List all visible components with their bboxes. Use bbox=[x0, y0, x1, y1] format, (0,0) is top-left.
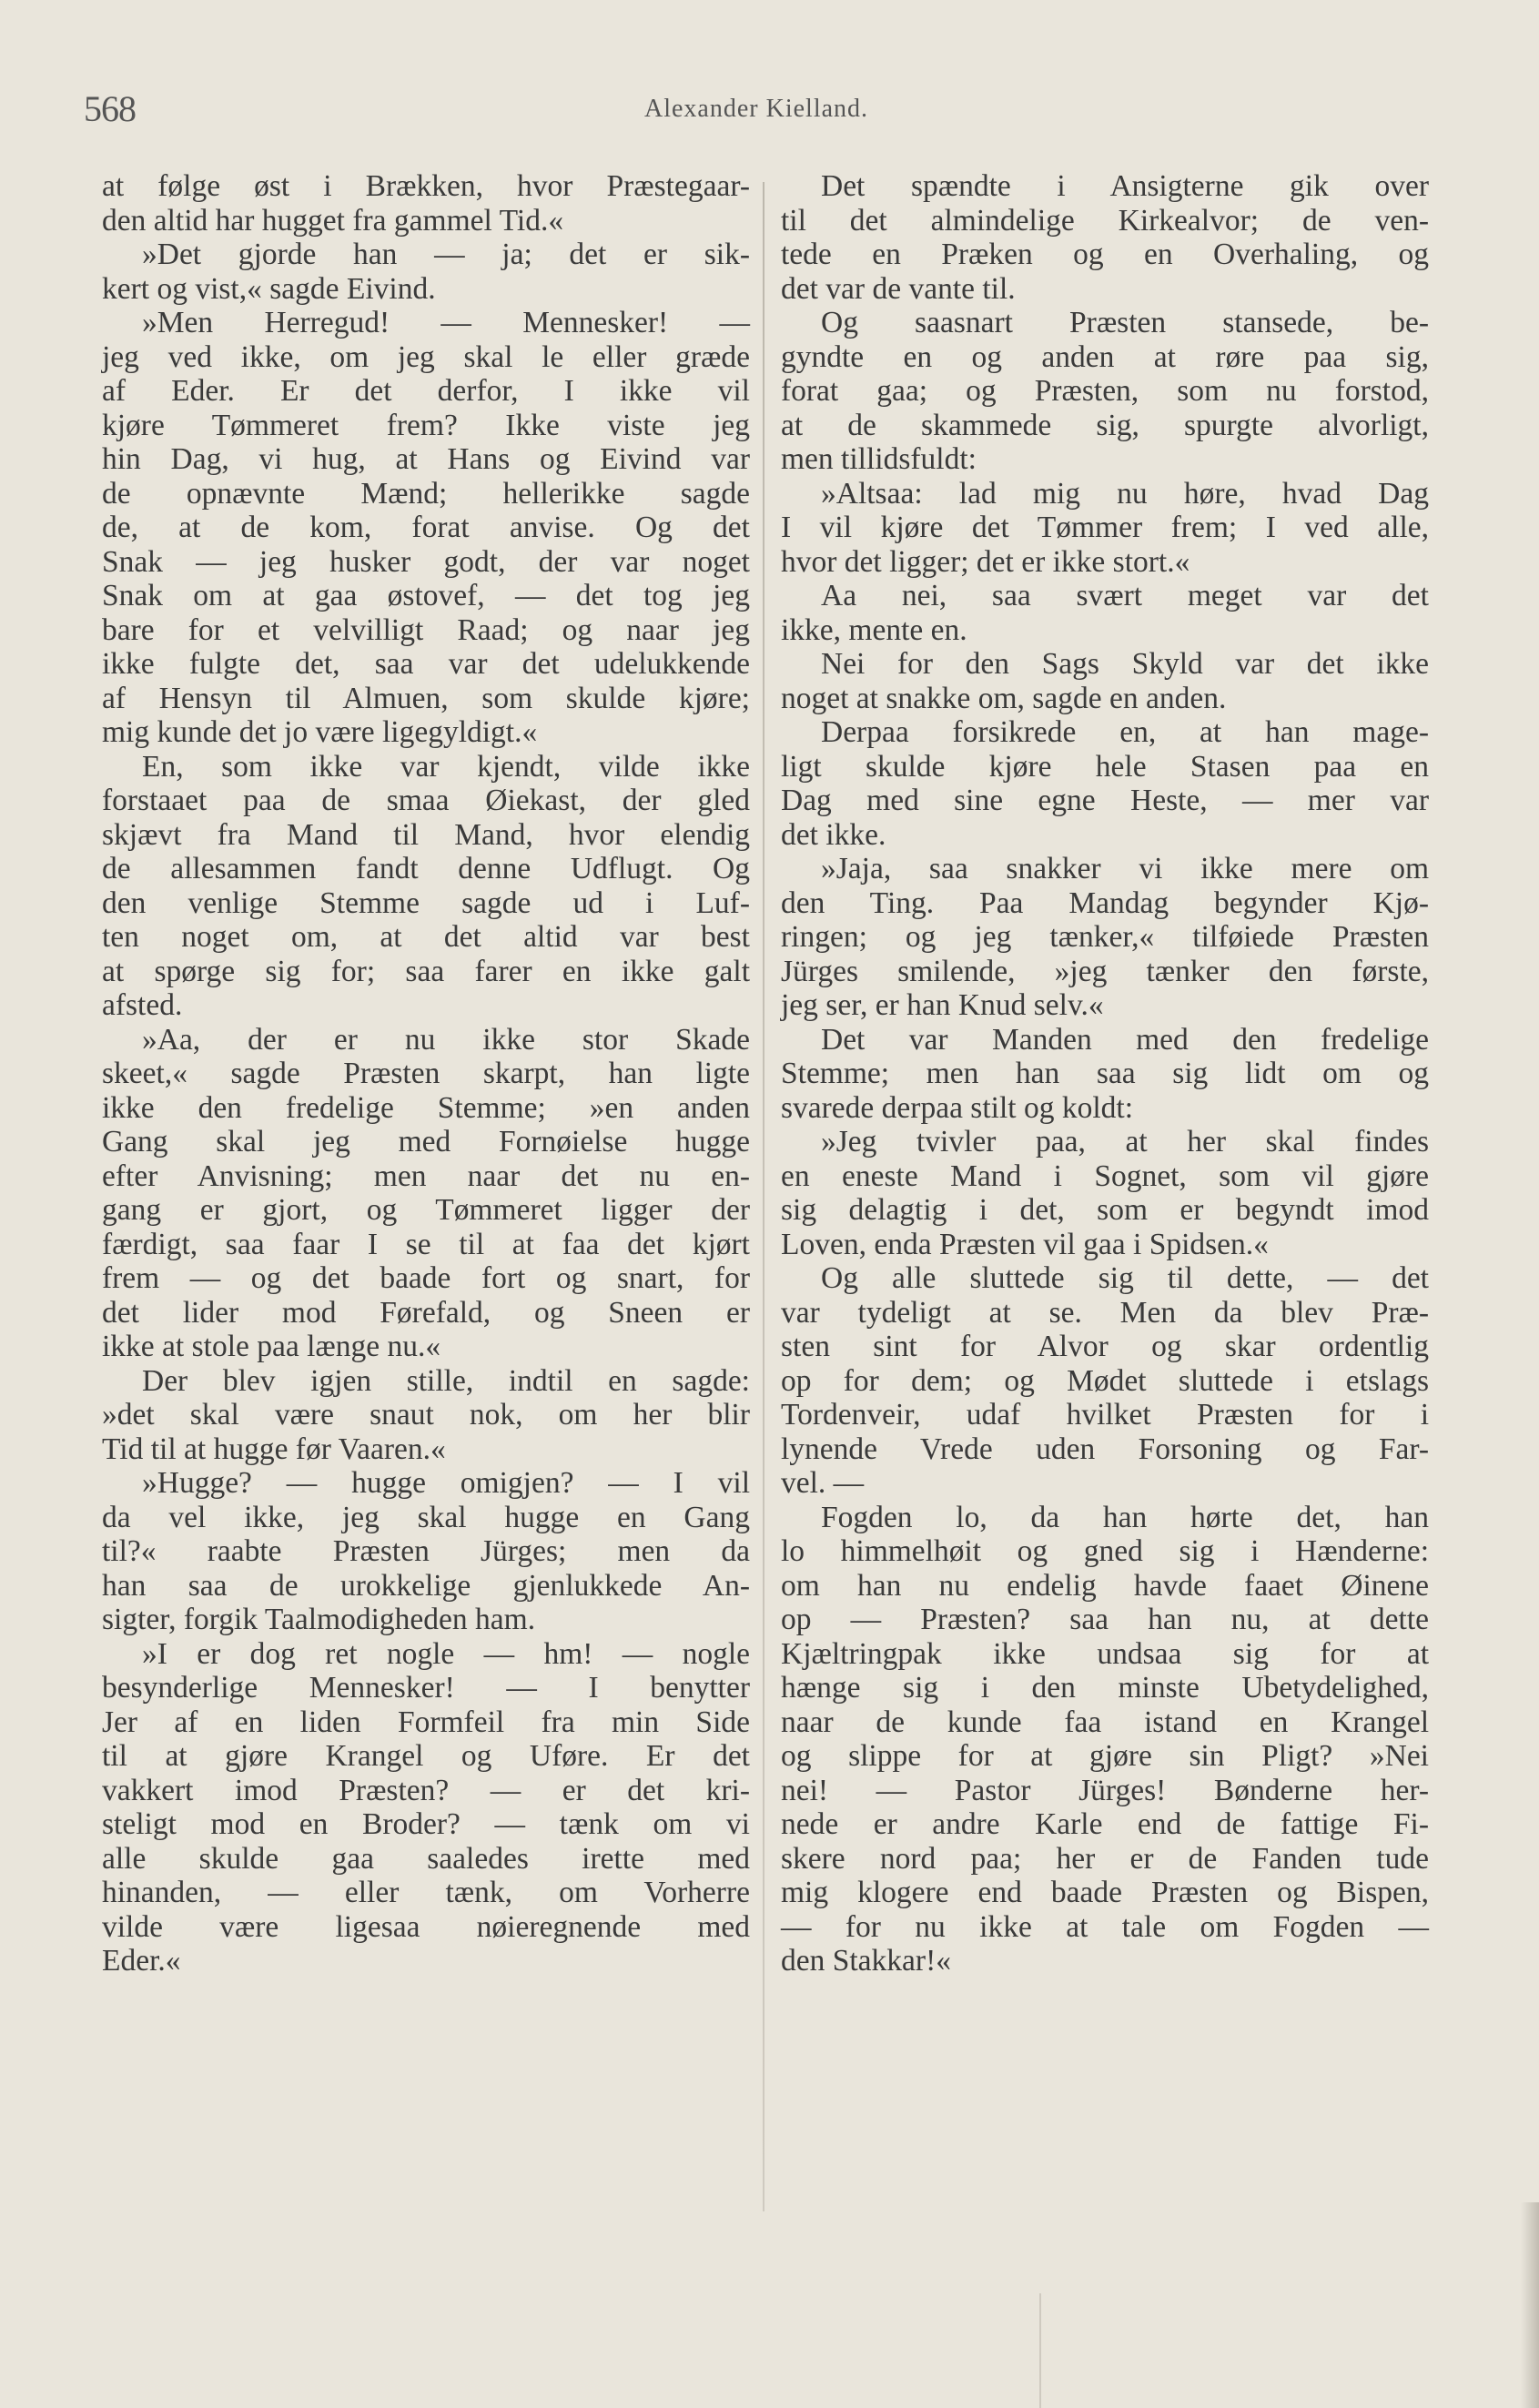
text-line: nei! — Pastor Jürges! Bønderne her- bbox=[781, 1773, 1429, 1807]
text-line: Derpaa forsikrede en, at han mage- bbox=[821, 715, 1429, 749]
text-line: besynderlige Mennesker! — I benytter bbox=[102, 1671, 750, 1705]
text-line: bare for et velvilligt Raad; og naar jeg bbox=[102, 612, 750, 647]
text-line: jeg ser, er han Knud selv.« bbox=[781, 988, 1104, 1022]
text-line: Fogden lo, da han hørte det, han bbox=[821, 1500, 1429, 1534]
text-line: Snak — jeg husker godt, der var noget bbox=[102, 544, 750, 579]
text-line: Eder.« bbox=[102, 1944, 181, 1978]
text-line: Dag med sine egne Heste, — mer var bbox=[781, 784, 1429, 817]
text-line: ikke den fredelige Stemme; »en anden bbox=[102, 1090, 750, 1125]
text-line: ligt skulde kjøre hele Stasen paa en bbox=[781, 749, 1429, 784]
text-line: hvor det ligger; det er ikke stort.« bbox=[781, 544, 1190, 579]
text-line: nede er andre Karle end de fattige Fi- bbox=[781, 1807, 1429, 1841]
text-line: alle skulde gaa saaledes irette med bbox=[102, 1841, 750, 1876]
text-line: Der blev igjen stille, indtil en sagde: bbox=[142, 1363, 750, 1398]
text-line: sten sint for Alvor og skar ordentlig bbox=[781, 1330, 1429, 1363]
column-divider bbox=[763, 182, 764, 2211]
text-line: »Aa, der er nu ikke stor Skade bbox=[142, 1022, 750, 1057]
text-line: forat gaa; og Præsten, som nu forstod, bbox=[781, 374, 1429, 408]
text-line: Jürges smilende, »jeg tænker den første, bbox=[781, 954, 1429, 988]
page-number: 568 bbox=[84, 88, 136, 129]
text-line: Nei for den Sags Skyld var det ikke bbox=[821, 647, 1429, 681]
text-line: at spørge sig for; saa farer en ikke galt bbox=[102, 954, 750, 988]
text-line: noget at snakke om, sagde en anden. bbox=[781, 681, 1227, 715]
text-line: om han nu endelig havde faaet Øinene bbox=[781, 1568, 1429, 1603]
text-line: vel. — bbox=[781, 1466, 865, 1500]
text-line: op — Præsten? saa han nu, at dette bbox=[781, 1603, 1429, 1636]
text-line: op for dem; og Mødet sluttede i etslags bbox=[781, 1363, 1429, 1398]
text-line: Og alle sluttede sig til dette, — det bbox=[821, 1261, 1429, 1295]
text-line: til det almindelige Kirkealvor; de ven- bbox=[781, 203, 1429, 238]
text-line: den Stakkar!« bbox=[781, 1944, 951, 1978]
text-line: den venlige Stemme sagde ud i Luf- bbox=[102, 885, 750, 920]
text-line: Stemme; men han saa sig lidt om og bbox=[781, 1057, 1429, 1090]
text-line: Det spændte i Ansigterne gik over bbox=[821, 169, 1429, 203]
text-line: vilde være ligesaa nøieregnende med bbox=[102, 1909, 750, 1944]
text-line: Tid til at hugge før Vaaren.« bbox=[102, 1432, 446, 1466]
text-line: ikke fulgte det, saa var det udelukkende bbox=[102, 647, 750, 681]
text-line: det ikke. bbox=[781, 817, 886, 852]
text-line: var tydeligt at se. Men da blev Præ- bbox=[781, 1295, 1429, 1330]
text-line: — for nu ikke at tale om Fogden — bbox=[781, 1909, 1429, 1944]
text-line: En, som ikke var kjendt, vilde ikke bbox=[142, 749, 750, 784]
text-line: efter Anvisning; men naar det nu en- bbox=[102, 1158, 750, 1193]
text-line: Snak om at gaa østovef, — det tog jeg bbox=[102, 579, 750, 612]
text-line: skeet,« sagde Præsten skarpt, han ligte bbox=[102, 1057, 750, 1090]
text-line: »Men Herregud! — Mennesker! — bbox=[142, 306, 750, 339]
text-line: lynende Vrede uden Forsoning og Far- bbox=[781, 1432, 1429, 1466]
text-line: de, at de kom, forat anvise. Og det bbox=[102, 511, 750, 544]
text-line: det lider mod Førefald, og Sneen er bbox=[102, 1295, 750, 1330]
text-line: til?« raabte Præsten Jürges; men da bbox=[102, 1534, 750, 1568]
text-line: en eneste Mand i Sognet, som vil gjøre bbox=[781, 1158, 1429, 1193]
text-line: skere nord paa; her er de Fanden tude bbox=[781, 1841, 1429, 1876]
margin-rule bbox=[1039, 2293, 1041, 2408]
text-line: det var de vante til. bbox=[781, 271, 1016, 306]
text-line: ikke at stole paa længe nu.« bbox=[102, 1330, 441, 1363]
text-line: afsted. bbox=[102, 988, 183, 1022]
text-line: sig delagtig i det, som er begyndt imod bbox=[781, 1193, 1429, 1227]
text-line: ten noget om, at det altid var best bbox=[102, 920, 750, 954]
text-line: at følge øst i Brækken, hvor Præstegaar- bbox=[102, 169, 750, 203]
text-line: skjævt fra Mand til Mand, hvor elendig bbox=[102, 817, 750, 852]
left-text-column bbox=[102, 169, 750, 1978]
text-line: Det var Manden med den fredelige bbox=[821, 1022, 1429, 1057]
text-line: »I er dog ret nogle — hm! — nogle bbox=[142, 1636, 750, 1671]
text-line: I vil kjøre det Tømmer frem; I ved alle, bbox=[781, 511, 1429, 544]
text-line: de allesammen fandt denne Udflugt. Og bbox=[102, 852, 750, 885]
text-line: Jer af en liden Formfeil fra min Side bbox=[102, 1705, 750, 1739]
text-line: lo himmelhøit og gned sig i Hænderne: bbox=[781, 1534, 1429, 1568]
text-line: han saa de urokkelige gjenlukkede An- bbox=[102, 1568, 750, 1603]
text-line: og slippe for at gjøre sin Pligt? »Nei bbox=[781, 1739, 1429, 1773]
text-line: at de skammede sig, spurgte alvorligt, bbox=[781, 408, 1429, 442]
text-line: »Hugge? — hugge omigjen? — I vil bbox=[142, 1466, 750, 1500]
text-line: da vel ikke, jeg skal hugge en Gang bbox=[102, 1500, 750, 1534]
text-line: ringen; og jeg tænker,« tilføiede Præsten bbox=[781, 920, 1429, 954]
text-line: Kjæltringpak ikke undsaa sig for at bbox=[781, 1636, 1429, 1671]
text-line: forstaaet paa de smaa Øiekast, der gled bbox=[102, 784, 750, 817]
page-edge-shadow bbox=[1521, 2202, 1539, 2408]
text-line: den Ting. Paa Mandag begynder Kjø- bbox=[781, 885, 1429, 920]
text-line: mig klogere end baade Præsten og Bispen, bbox=[781, 1876, 1429, 1909]
text-line: til at gjøre Krangel og Uføre. Er det bbox=[102, 1739, 750, 1773]
text-line: af Eder. Er det derfor, I ikke vil bbox=[102, 374, 750, 408]
text-line: gang er gjort, og Tømmeret ligger der bbox=[102, 1193, 750, 1227]
text-line: Tordenveir, udaf hvilket Præsten for i bbox=[781, 1398, 1429, 1432]
text-line: »det skal være snaut nok, om her blir bbox=[102, 1398, 750, 1432]
text-line: steligt mod en Broder? — tænk om vi bbox=[102, 1807, 750, 1841]
text-line: jeg ved ikke, om jeg skal le eller græde bbox=[102, 339, 750, 374]
right-text-column bbox=[781, 169, 1429, 1978]
text-line: Aa nei, saa svært meget var det bbox=[821, 579, 1429, 612]
text-line: frem — og det baade fort og snart, for bbox=[102, 1261, 750, 1295]
text-line: Gang skal jeg med Fornøielse hugge bbox=[102, 1125, 750, 1158]
text-line: hinanden, — eller tænk, om Vorherre bbox=[102, 1876, 750, 1909]
text-line: men tillidsfuldt: bbox=[781, 442, 977, 476]
text-line: »Altsaa: lad mig nu høre, hvad Dag bbox=[821, 476, 1429, 511]
running-head: Alexander Kielland. bbox=[644, 95, 869, 123]
text-line: »Jaja, saa snakker vi ikke mere om bbox=[821, 852, 1429, 885]
text-line: de opnævnte Mænd; hellerikke sagde bbox=[102, 476, 750, 511]
text-line: sigter, forgik Taalmodigheden ham. bbox=[102, 1603, 536, 1636]
text-line: tede en Præken og en Overhaling, og bbox=[781, 238, 1429, 271]
text-line: ikke, mente en. bbox=[781, 612, 967, 647]
text-line: kjøre Tømmeret frem? Ikke viste jeg bbox=[102, 408, 750, 442]
text-line: hænge sig i den minste Ubetydelighed, bbox=[781, 1671, 1429, 1705]
text-line: Og saasnart Præsten stansede, be- bbox=[821, 306, 1429, 339]
text-line: vakkert imod Præsten? — er det kri- bbox=[102, 1773, 750, 1807]
text-line: Loven, enda Præsten vil gaa i Spidsen.« bbox=[781, 1227, 1269, 1261]
text-line: »Det gjorde han — ja; det er sik- bbox=[142, 238, 750, 271]
text-line: gyndte en og anden at røre paa sig, bbox=[781, 339, 1429, 374]
text-line: den altid har hugget fra gammel Tid.« bbox=[102, 203, 564, 238]
text-line: kert og vist,« sagde Eivind. bbox=[102, 271, 436, 306]
text-line: hin Dag, vi hug, at Hans og Eivind var bbox=[102, 442, 750, 476]
text-line: mig kunde det jo være ligegyldigt.« bbox=[102, 715, 538, 749]
text-line: af Hensyn til Almuen, som skulde kjøre; bbox=[102, 681, 750, 715]
text-line: færdigt, saa faar I se til at faa det kjørt bbox=[102, 1227, 750, 1261]
text-line: svarede derpaa stilt og koldt: bbox=[781, 1090, 1134, 1125]
text-line: »Jeg tvivler paa, at her skal findes bbox=[821, 1125, 1429, 1158]
text-line: naar de kunde faa istand en Krangel bbox=[781, 1705, 1429, 1739]
